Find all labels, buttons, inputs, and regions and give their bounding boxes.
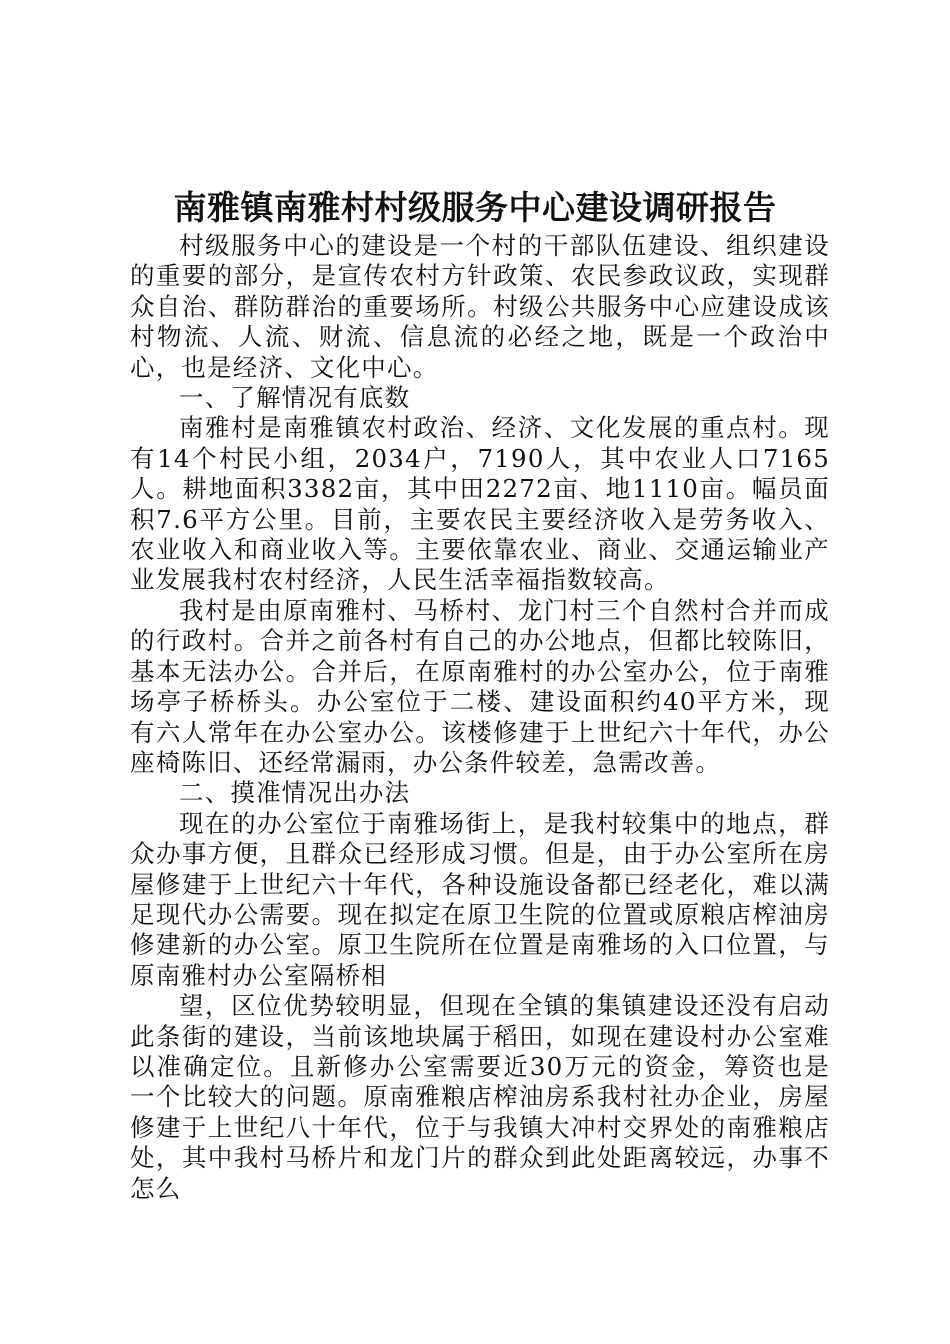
office-history-paragraph: 我村是由原南雅村、马桥村、龙门村三个自然村合并而成的行政村。合并之前各村有自己的办公地点，但都比较陈旧，基本无法办公。合并后，在原南雅村的办公室办公，位于南雅场亭子桥桥头。办公室位于二楼、建设面积约40平方米，现有六人常年在办公室办公。该楼修建于上世纪六十年代，办公座椅陈旧、还经常漏雨，办公条件较差，急需改善。: [130, 595, 830, 777]
document-body: [130, 231, 830, 1204]
intro-paragraph: 村级服务中心的建设是一个村的干部队伍建设、组织建设的重要的部分，是宣传农村方针政策、农民参政议政，实现群众自治、群防群治的重要场所。村级公共服务中心应建设成该村物流、人流、财流、信息流的必经之地，既是一个政治中心，也是经济、文化中心。: [130, 231, 830, 382]
location-options-paragraph: 望，区位优势较明显，但现在全镇的集镇建设还没有启动此条街的建设，当前该地块属于稻田，如现在建设村办公室难以准确定位。且新修办公室需要近30万元的资金，筹资也是一个比较大的问题。原南雅粮店榨油房系我村社办企业，房屋修建于上世纪八十年代，位于与我镇大冲村交界处的南雅粮店处，其中我村马桥片和龙门片的群众到此处距离较远，办事不怎么: [130, 991, 830, 1203]
village-overview-paragraph: 南雅村是南雅镇农村政治、经济、文化发展的重点村。现有14个村民小组，2034户，7190人，其中农业人口7165人。耕地面积3382亩，其中田2272亩、地1110亩。幅员面积7.6平方公里。目前，主要农民主要经济收入是劳务收入、农业收入和商业收入等。主要依靠农业、商业、交通运输业产业发展我村农村经济，人民生活幸福指数较高。: [130, 413, 830, 595]
current-office-paragraph: 现在的办公室位于南雅场街上，是我村较集中的地点，群众办事方便，且群众已经形成习惯。但是，由于办公室所在房屋修建于上世纪六十年代，各种设施设备都已经老化，难以满足现代办公需要。现在拟定在原卫生院的位置或原粮店榨油房修建新的办公室。原卫生院所在位置是南雅场的入口位置，与原南雅村办公室隔桥相: [130, 808, 830, 990]
section-heading-1: 一、了解情况有底数: [179, 383, 411, 413]
document-title: 南雅镇南雅村村级服务中心建设调研报告: [173, 188, 777, 227]
section-heading-2: 二、摸准情况出办法: [179, 778, 411, 808]
